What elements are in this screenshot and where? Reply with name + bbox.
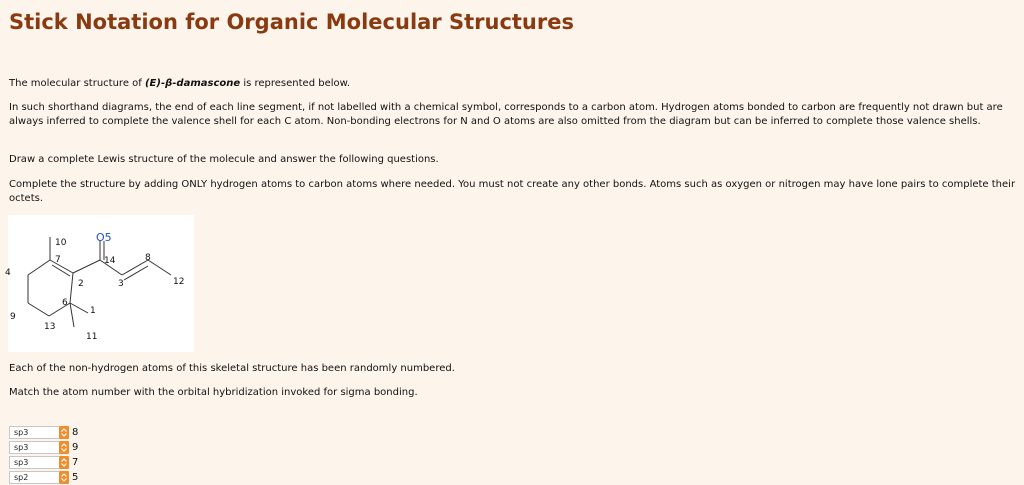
atom-label-3: 3: [118, 279, 124, 289]
bonds: [28, 237, 171, 327]
intro-text: [9, 77, 1021, 91]
select-arrows-icon[interactable]: [59, 441, 69, 454]
draw-instruction: Draw a complete Lewis structure of the molecule and answer the following questions.: [9, 154, 439, 165]
atom-number: 5: [72, 472, 79, 483]
complete-instruction: Complete the structure by adding ONLY hydrogen atoms to carbon atoms where needed. You must not create any other bonds. Atoms such as oxygen or nitrogen may have lone pairs to complete their octets.: [9, 179, 1016, 204]
atom-label-6: 6: [62, 298, 68, 308]
atom-label-10: 10: [55, 238, 67, 248]
select-value: sp3: [14, 443, 29, 452]
intro-suffix: is represented below.: [240, 78, 351, 89]
atom-label-9: 9: [10, 312, 16, 322]
atom-label-2: 2: [78, 279, 84, 289]
shorthand-paragraph: In such shorthand diagrams, the end of each line segment, if not labelled with a chemical symbol, corresponds to a carbon atom. Hydrogen atoms bonded to carbon are frequently not drawn but are always inferred to complete the valence shell for each C atom. Non-bonding electrons for N and O atoms are also omitted from the diagram but can be inferred to complete those valence shells.: [9, 102, 1003, 127]
atom-label-13: 13: [44, 322, 56, 332]
atom-number: 9: [72, 442, 79, 453]
select-value: sp3: [14, 428, 29, 437]
select-value: sp3: [14, 458, 29, 467]
atom-label-12: 12: [173, 277, 185, 287]
select-arrows-icon[interactable]: [59, 471, 69, 484]
atom-number: 7: [72, 457, 79, 468]
select-value: sp2: [14, 473, 29, 482]
match-instruction: Match the atom number with the orbital hybridization invoked for sigma bonding.: [9, 387, 418, 398]
select-arrows-icon[interactable]: [59, 456, 69, 469]
select-arrows-icon[interactable]: [59, 426, 69, 439]
molecule-name: (E)-β-damascone: [144, 78, 241, 89]
molecule-structure-diagram: [5, 215, 194, 352]
atom-label-7: 7: [55, 255, 61, 265]
numbered-note: Each of the non-hydrogen atoms of this skeletal structure has been randomly numbered.: [9, 363, 455, 374]
atom-label-8: 8: [145, 253, 151, 263]
atom-label-4: 4: [5, 268, 11, 278]
intro-prefix: The molecular structure of: [9, 78, 145, 89]
atom-label-1: 1: [90, 306, 96, 316]
atom-label-O5: O5: [96, 231, 112, 244]
atom-label-11: 11: [86, 332, 98, 342]
atom-label-14: 14: [104, 256, 116, 266]
skeletal-structure-svg: [5, 215, 194, 352]
page-title: Stick Notation for Organic Molecular Structures: [9, 10, 574, 34]
atom-number: 8: [72, 427, 79, 438]
